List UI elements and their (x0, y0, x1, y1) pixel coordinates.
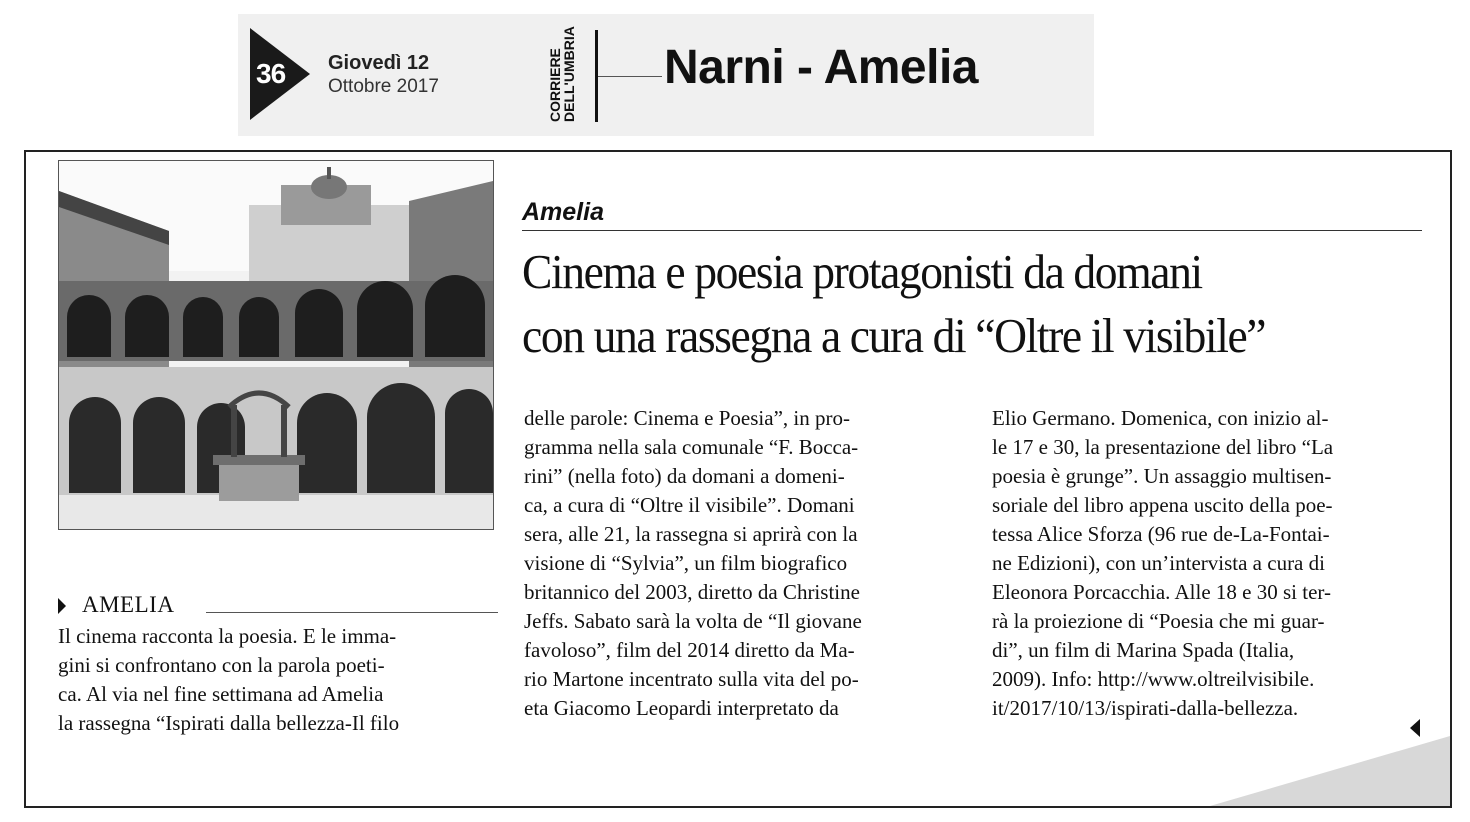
text-line: tessa Alice Sforza (96 rue de-La-Fontai- (992, 522, 1330, 546)
dateline-arrow-icon (58, 598, 66, 614)
text-line: Jeffs. Sabato sarà la volta de “Il giovane (524, 609, 862, 633)
masthead-line2: DELL'UMBRIA (561, 26, 577, 122)
headline-line: con una rassegna a cura di “Oltre il visibile” (522, 308, 1266, 363)
text-line: Il cinema racconta la poesia. E le imma- (58, 624, 397, 648)
text-line: poesia è grunge”. Un assaggio multisen- (992, 464, 1332, 488)
text-line: Elio Germano. Domenica, con inizio al- (992, 406, 1329, 430)
text-line: sera, alle 21, la rassegna si aprirà con la (524, 522, 858, 546)
article-box (24, 150, 1452, 808)
issue-month-year: Ottobre 2017 (328, 76, 439, 97)
scan-shade (1210, 736, 1450, 806)
text-column-middle (524, 404, 958, 723)
text-line: ne Edizioni), con un’intervista a cura di (992, 551, 1325, 575)
headline-line: Cinema e poesia protagonisti da domani (522, 244, 1202, 299)
article-photo (58, 160, 494, 530)
text-line: gramma nella sala comunale “F. Bocca- (524, 435, 859, 459)
text-line: rini” (nella foto) da domani a domeni- (524, 464, 845, 488)
text-line: rà la proiezione di “Poesia che mi guar- (992, 609, 1325, 633)
page-number: 36 (256, 58, 286, 89)
text-line: di”, un film di Marina Spada (Italia, (992, 638, 1295, 662)
article-end-arrow-icon (1410, 719, 1420, 737)
text-line: gini si confrontano con la parola poeti- (58, 653, 385, 677)
masthead-line1: CORRIERE (547, 48, 563, 122)
text-line: it/2017/10/13/ispirati-dalla-bellezza. (992, 696, 1299, 720)
text-column-left (58, 622, 498, 738)
text-line: eta Giacomo Leopardi interpretato da (524, 696, 839, 720)
dateline-place: AMELIA (82, 592, 175, 617)
text-line: le 17 e 30, la presentazione del libro “La (992, 435, 1334, 459)
text-line: ca, a cura di “Oltre il visibile”. Domani (524, 493, 855, 517)
article-kicker: Amelia (522, 198, 604, 226)
text-column-right (992, 404, 1426, 723)
text-line: britannico del 2003, diretto da Christine (524, 580, 860, 604)
dateline-rule (206, 612, 498, 613)
kicker-rule (522, 230, 1422, 231)
header-rule (598, 76, 662, 77)
text-line: Eleonora Porcacchia. Alle 18 e 30 si ter- (992, 580, 1331, 604)
lead-dateline (58, 592, 498, 620)
text-line: ca. Al via nel fine settimana ad Amelia (58, 682, 384, 706)
text-line: rio Martone incentrato sulla vita del po- (524, 667, 859, 691)
text-line: favoloso”, film del 2014 diretto da Ma- (524, 638, 855, 662)
issue-weekday-day: Giovedì 12 (328, 52, 430, 74)
section-title: Narni - Amelia (664, 41, 978, 94)
cloister-photo-icon (59, 161, 493, 529)
newspaper-masthead (548, 26, 576, 122)
text-line: delle parole: Cinema e Poesia”, in pro- (524, 406, 850, 430)
text-line: visione di “Sylvia”, un film biografico (524, 551, 848, 575)
text-line: soriale del libro appena uscito della poe- (992, 493, 1333, 517)
text-line: la rassegna “Ispirati dalla bellezza-Il filo (58, 711, 400, 735)
article-headline (522, 240, 1387, 368)
text-line: 2009). Info: http://www.oltreilvisibile. (992, 667, 1315, 691)
